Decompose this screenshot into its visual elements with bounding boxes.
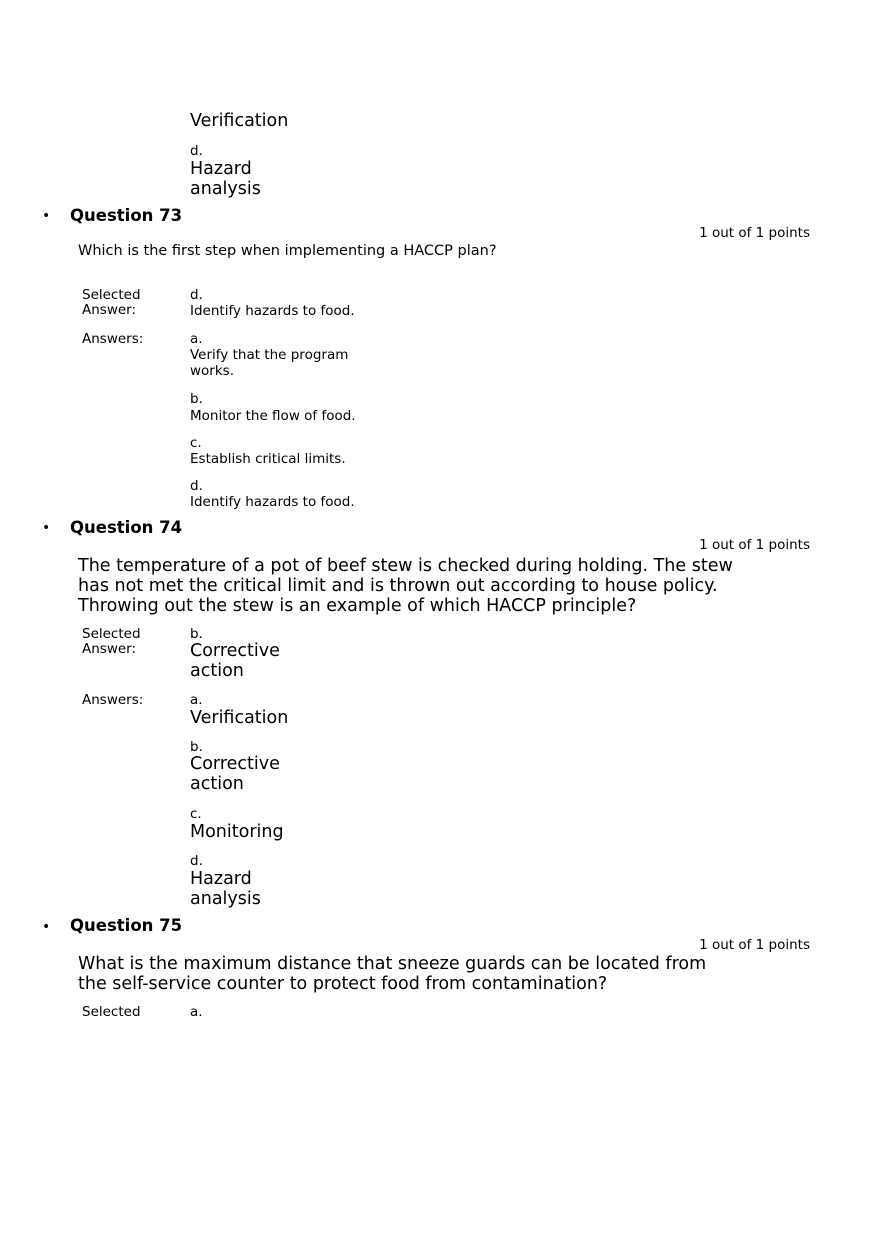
question-73-title: Question 73 <box>70 206 183 225</box>
q74-selected-line2: action <box>190 661 244 681</box>
question-75-title: Question 75 <box>70 916 183 935</box>
q74-answer-a-letter: a. <box>190 692 203 708</box>
bullet-icon: • <box>42 208 51 224</box>
selected-answer-label-line1: Selected <box>82 287 141 303</box>
q74-selected-line1: Corrective <box>190 641 280 661</box>
q74-answer-c-letter: c. <box>190 806 202 822</box>
q74-selected-letter: b. <box>190 626 203 642</box>
question-74-text-line2: has not met the critical limit and is thrown out according to house policy. <box>78 576 718 596</box>
answer-option-d-line2: analysis <box>190 179 261 199</box>
answers-label: Answers: <box>82 331 144 347</box>
q74-answer-b-line1: Corrective <box>190 754 280 774</box>
question-74-text-line1: The temperature of a pot of beef stew is checked during holding. The stew <box>78 556 733 576</box>
q73-answer-b-letter: b. <box>190 391 203 407</box>
selected-answer-label-line2: Answer: <box>82 641 137 657</box>
q73-selected-letter: d. <box>190 287 203 303</box>
q73-answer-c-line1: Establish critical limits. <box>190 451 346 467</box>
q74-answer-a-line1: Verification <box>190 708 289 728</box>
answer-option-d-line1: Hazard <box>190 159 252 179</box>
selected-answer-label-line2: Answer: <box>82 302 137 318</box>
answer-option-d-letter: d. <box>190 143 203 159</box>
q74-answer-b-letter: b. <box>190 739 203 755</box>
bullet-icon: • <box>42 520 51 536</box>
question-75-text-line1: What is the maximum distance that sneeze guards can be located from <box>78 954 707 974</box>
question-73-text: Which is the first step when implementing a HACCP plan? <box>78 243 497 259</box>
question-73-points: 1 out of 1 points <box>699 225 810 241</box>
q73-answer-b-line1: Monitor the flow of food. <box>190 408 356 424</box>
selected-answer-label-line1: Selected <box>82 1004 141 1020</box>
q73-answer-c-letter: c. <box>190 435 202 451</box>
q73-answer-d-line1: Identify hazards to food. <box>190 494 355 510</box>
q73-answer-a-line1: Verify that the program <box>190 347 349 363</box>
bullet-icon: • <box>42 919 51 935</box>
q74-answer-d-line1: Hazard <box>190 869 252 889</box>
answers-label: Answers: <box>82 692 144 708</box>
q73-answer-d-letter: d. <box>190 478 203 494</box>
q74-answer-d-letter: d. <box>190 853 203 869</box>
q74-answer-c-line1: Monitoring <box>190 822 284 842</box>
q75-selected-letter: a. <box>190 1004 203 1020</box>
q73-selected-text: Identify hazards to food. <box>190 303 355 319</box>
q74-answer-b-line2: action <box>190 774 244 794</box>
q73-answer-a-letter: a. <box>190 331 203 347</box>
question-74-points: 1 out of 1 points <box>699 537 810 553</box>
q73-answer-a-line2: works. <box>190 363 234 379</box>
question-75-text-line2: the self-service counter to protect food from contamination? <box>78 974 608 994</box>
question-74-title: Question 74 <box>70 518 183 537</box>
question-75-points: 1 out of 1 points <box>699 937 810 953</box>
question-74-text-line3: Throwing out the stew is an example of which HACCP principle? <box>78 596 637 616</box>
answer-option-c-text: Verification <box>190 111 289 131</box>
selected-answer-label-line1: Selected <box>82 626 141 642</box>
q74-answer-d-line2: analysis <box>190 889 261 909</box>
